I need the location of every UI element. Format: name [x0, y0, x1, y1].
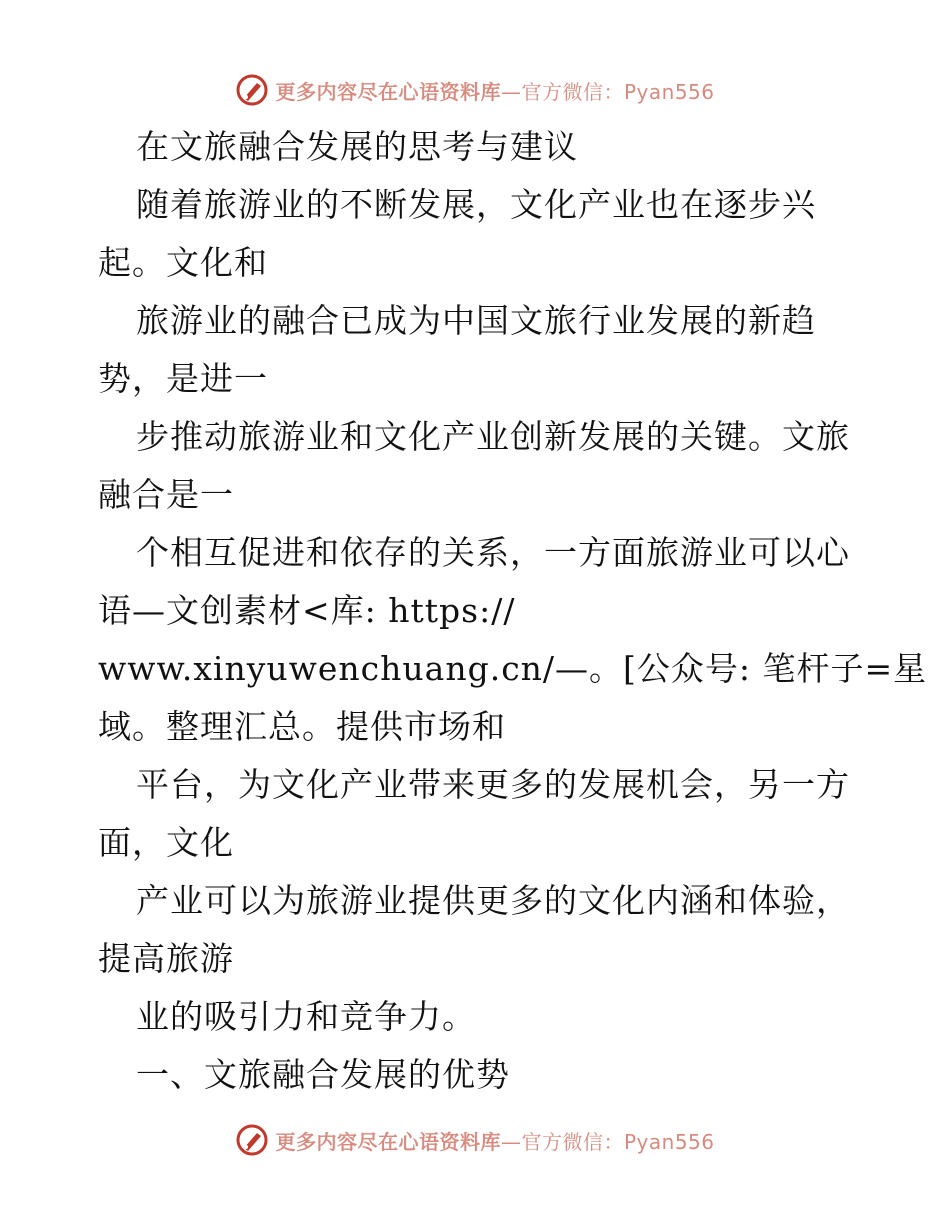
section-heading: 一、文旅融合发展的优势: [136, 1055, 510, 1094]
pen-logo-icon: [235, 73, 269, 107]
footer-banner-text: [275, 1126, 714, 1155]
footer-banner-dash: —: [500, 1129, 522, 1154]
footer-banner-id: Pyan556: [623, 1129, 715, 1154]
paragraph-line: 面，文化: [98, 823, 234, 862]
paragraph-line: 域。整理汇总。提供市场和: [98, 707, 506, 746]
header-banner: [0, 70, 950, 110]
paragraph-line: 起。文化和: [98, 243, 268, 282]
header-banner-text: [275, 76, 714, 105]
footer-banner: [0, 1120, 950, 1160]
paragraph-line: 步推动旅游业和文化产业创新发展的关键。文旅: [136, 417, 850, 456]
footer-banner-main: 更多内容尽在心语资料库: [275, 1129, 501, 1154]
paragraph-line: 随着旅游业的不断发展，文化产业也在逐步兴: [136, 185, 816, 224]
header-banner-id: Pyan556: [623, 79, 715, 104]
paragraph-line: 融合是一: [98, 475, 234, 514]
footer-banner-wechat: 官方微信：: [521, 1129, 624, 1154]
paragraph-line: 旅游业的融合已成为中国文旅行业发展的新趋: [136, 301, 816, 340]
header-banner-dash: —: [500, 79, 522, 104]
paragraph-line: 语—文创素材<库: https://: [98, 591, 516, 630]
paragraph-line: 平台，为文化产业带来更多的发展机会，另一方: [136, 765, 850, 804]
header-banner-wechat: 官方微信：: [521, 79, 624, 104]
paragraph-line: www.xinyuwenchuang.cn/—。[公众号: 笔杆子=星: [98, 649, 928, 688]
paragraph-line: 提高旅游: [98, 939, 234, 978]
paragraph-line: 个相互促进和依存的关系，一方面旅游业可以心: [136, 533, 850, 572]
paragraph-line: 业的吸引力和竞争力。: [136, 997, 476, 1036]
paragraph-line: 势，是进一: [98, 359, 268, 398]
document-title: 在文旅融合发展的思考与建议: [136, 127, 578, 166]
header-banner-main: 更多内容尽在心语资料库: [275, 79, 501, 104]
pen-logo-icon: [235, 1123, 269, 1157]
paragraph-line: 产业可以为旅游业提供更多的文化内涵和体验，: [136, 881, 850, 920]
